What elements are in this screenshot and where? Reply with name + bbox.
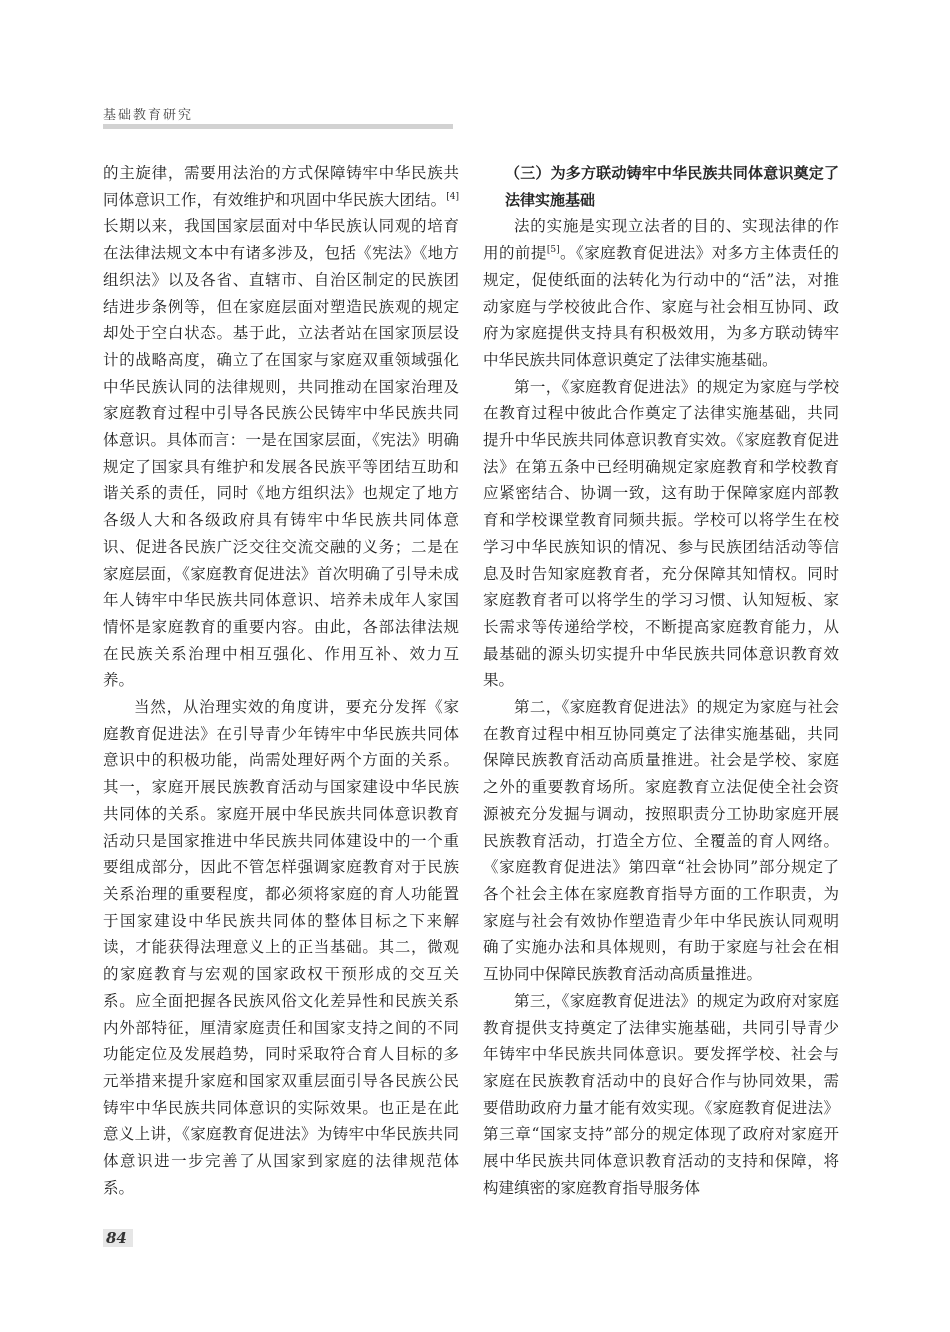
paragraph-text: 法的实施是实现立法者的目的、实现法律的作用的前提 (483, 217, 839, 263)
citation-ref: [5] (546, 244, 560, 255)
right-column (483, 160, 839, 1201)
paragraph: 第三，《家庭教育促进法》的规定为政府对家庭教育提供支持奠定了法律实施基础，共同引导青少年铸牢中华民族共同体意识。要发挥学校、社会与家庭在民族教育活动中的良好合作与协同效果，需要借助政府力量才能有效实现。《家庭教育促进法》第三章“国家支持”部分的规定体现了政府对家庭开展中华民族共同体意识教育活动的支持和保障，将构建缜密的家庭教育指导服务体 (483, 991, 839, 1197)
paragraph: 当然，从治理实效的角度讲，要充分发挥《家庭教育促进法》在引导青少年铸牢中华民族共同体意识中的积极功能，尚需处理好两个方面的关系。其一，家庭开展民族教育活动与国家建设中华民族共同体的关系。家庭开展中华民族共同体意识教育活动只是国家推进中华民族共同体建设中的一个重要组成部分，因此不管怎样强调家庭教育对于民族关系治理的重要程度，都必须将家庭的育人功能置于国家建设中华民族共同体的整体目标之下来解读，才能获得法理意义上的正当基础。其二，微观的家庭教育与宏观的国家政权干预形成的交互关系。应全面把握各民族风俗文化差异性和民族关系内外部特征，厘清家庭责任和国家支持之间的不同功能定位及发展趋势，同时采取符合育人目标的多元举措来提升家庭和国家双重层面引导各民族公民铸牢中华民族共同体意识的实际效果。也正是在此意义上讲，《家庭教育促进法》为铸牢中华民族共同体意识进一步完善了从国家到家庭的法律规范体系。 (103, 698, 459, 1197)
paragraph: 第一，《家庭教育促进法》的规定为家庭与学校在教育过程中彼此合作奠定了法律实施基础，共同提升中华民族共同体意识教育实效。《家庭教育促进法》在第五条中已经明确规定家庭教育和学校教育应紧密结合、协调一致，这有助于保障家庭内部教育和学校课堂教育同频共振。学校可以将学生在校学习中华民族知识的情况、参与民族团结活动等信息及时告知家庭教育者，充分保障其知情权。同时家庭教育者可以将学生的学习习惯、认知短板、家长需求等传递给学校，不断提高家庭教育能力，从最基础的源头切实提升中华民族共同体意识教育效果。 (483, 377, 839, 690)
paragraph-text: 。《家庭教育促进法》对多方主体责任的规定，促使纸面的法转化为行动中的“活”法，对推动家庭与学校彼此合作、家庭与社会相互协同、政府为家庭提供支持具有积极效用，为多方联动铸牢中华民族共同体意识奠定了法律实施基础。 (483, 244, 839, 369)
left-column (103, 160, 459, 1201)
paragraph-continued (103, 160, 459, 694)
page-number: 84 (103, 1229, 133, 1247)
paragraph-text: 的主旋律，需要用法治的方式保障铸牢中华民族共同体意识工作，有效维护和巩固中华民族大团结。 (103, 164, 459, 209)
section-heading: （三）为多方联动铸牢中华民族共同体意识奠定了法律实施基础 (505, 164, 839, 209)
paragraph (483, 213, 839, 373)
paragraph-text: 长期以来，我国国家层面对中华民族认同观的培育在法律法规文本中有诸多涉及，包括《宪法》《地方组织法》以及各省、直辖市、自治区制定的民族团结进步条例等，但在家庭层面对塑造民族观的规定却处于空白状态。基于此，立法者站在国家顶层设计的战略高度，确立了在国家与家庭双重领域强化中华民族认同的法律规则，共同推动在国家治理及家庭教育过程中引导各民族公民铸牢中华民族共同体意识。具体而言：一是在国家层面，《宪法》明确规定了国家具有维护和发展各民族平等团结互助和谐关系的责任，同时《地方组织法》也规定了地方各级人大和各级政府具有铸牢中华民族共同体意识、促进各民族广泛交往交流交融的义务；二是在家庭层面，《家庭教育促进法》首次明确了引导未成年人铸牢中华民族共同体意识、培养未成年人家国情怀是家庭教育的重要内容。由此，各部法律法规在民族关系治理中相互强化、作用互补、效力互养。 (103, 217, 459, 690)
paragraph: 第二，《家庭教育促进法》的规定为家庭与社会在教育过程中相互协同奠定了法律实施基础，共同保障民族教育活动高质量推进。社会是学校、家庭之外的重要教育场所。家庭教育立法促使全社会资源被充分发掘与调动，按照职责分工协助家庭开展民族教育活动，打造全方位、全覆盖的育人网络。《家庭教育促进法》第四章“社会协同”部分规定了各个社会主体在家庭教育指导方面的工作职责，为家庭与社会有效协作塑造青少年中华民族认同观明确了实施办法和具体规则，有助于家庭与社会在相互协同中保障民族教育活动高质量推进。 (483, 698, 839, 984)
journal-header: 基础教育研究 (103, 108, 194, 123)
citation-ref: [4] (446, 191, 459, 202)
header-rule (103, 124, 453, 129)
